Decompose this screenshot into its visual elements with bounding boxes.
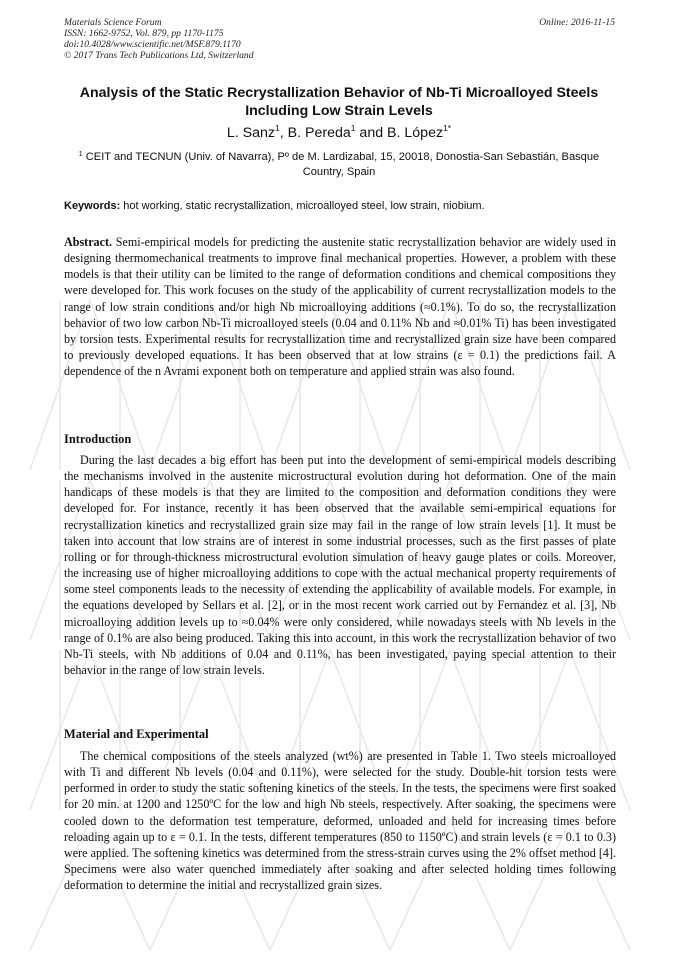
author-affiliation-mark: 1* bbox=[443, 123, 452, 133]
journal-name: Materials Science Forum bbox=[64, 17, 162, 28]
author-affiliation-mark: 1 bbox=[350, 123, 356, 133]
keywords-text: hot working, static recrystallization, microalloyed steel, low strain, niobium. bbox=[120, 200, 485, 212]
author-separator: , bbox=[279, 125, 288, 141]
abstract-text: Semi-empirical models for predicting the austenite static recrystallization behavior are widely used in designing thermomechanical treatments to improve final mechanical properties. However, a problem with these models is that their utility can be limited to the range of deformation conditions and chemical compositions they were developed for. This work focuses on the study of the applicability of current recrystallization models to the range of low strain conditions and/or high Nb microalloying additions (≈0.1%). To do so, the recrystallization behavior of two low carbon Nb-Ti microalloyed steels (0.04 and 0.11% Nb and ≈0.01% Ti) has been investigated by torsion tests. Experimental results for recrystallization time and recrystallized grain size have been compared to previously developed equations. It has been observed that at low strains (ε = 0.1) the predictions fail. A dependence of the n Avrami exponent both on temperature and applied strain was also found. bbox=[64, 235, 616, 379]
abstract-label: Abstract. bbox=[64, 235, 113, 249]
publication-info bbox=[64, 17, 254, 61]
section-heading-introduction: Introduction bbox=[64, 432, 132, 446]
affiliation-text: CEIT and TECNUN (Univ. of Navarra), Pº de M. Lardizabal, 15, 20018, Donostia-San Sebastián, Basque Country, Spain bbox=[85, 151, 600, 178]
keywords-label: Keywords: bbox=[64, 200, 121, 212]
abstract bbox=[64, 234, 616, 379]
doi-link[interactable]: doi:10.4028/www.scientific.net/MSF.879.1170 bbox=[64, 39, 241, 50]
affiliation-mark: 1 bbox=[78, 151, 83, 158]
affiliation bbox=[60, 150, 618, 180]
author-separator: and bbox=[355, 125, 388, 141]
issn-line: ISSN: 1662-9752, Vol. 879, pp 1170-1175 bbox=[64, 28, 224, 39]
material-experimental-paragraph: The chemical compositions of the steels analyzed (wt%) are presented in Table 1. Two steels microalloyed with Ti and different Nb levels (0.04 and 0.11%), were selected for the study. Double-hit torsion tests were performed in order to study the static softening kinetics of the steels. In the tests, the specimens were first soaked for 20 min. at 1200 and 1250ºC for the low and high Nb steels, respectively. After soaking, the specimens were cooled down to the deformation test temperature, deformed, unloaded and held for increasing times before reloading again up to ε = 0.1. In the tests, different temperatures (850 to 1150ºC) and strain levels (ε = 0.1 to 0.3) were applied. The softening kinetics was determined from the stress-strain curves using the 2% offset method [4]. Specimens were also water quenched immediately after soaking and after selected holding times following deformation to determine the initial and recrystallized grain sizes. bbox=[64, 749, 616, 893]
paper-title: Analysis of the Static Recrystallization Behavior of Nb-Ti Microalloyed Steels Including Low Strain Levels bbox=[79, 85, 599, 119]
author-list bbox=[50, 124, 628, 142]
section-heading-material-experimental: Material and Experimental bbox=[64, 727, 209, 741]
introduction-paragraph: During the last decades a big effort has been put into the development of semi-empirical models describing the mechanisms involved in the austenite microstructural evolution during hot deformation. One of the main handicaps of these models is that they are limited to the composition and deformation conditions they were developed for. For instance, recently it has been observed that the available semi-empirical equations for recrystallization kinetics and recrystallized grain size may fail in the range of low strain levels [1]. It must be taken into account that low strains are of interest in some industrial processes, such as the first passes of plate rolling or for through-thickness microstructural evolution simulation of heavy gauge plates or coils. Moreover, the increasing use of higher microalloying additions to cope with the actual mechanical property requirements of some steel components leads to the necessity of extending the applicability of available models. For example, in the equations developed by Sellars et al. [2], or in the most recent work carried out by Fernandez et al. [3], Nb microalloying addition levels up to ≈0.04% were only considered, while nowadays steels with Nb levels in the range of 0.1% are also being produced. Taking this into account, in this work the recrystallization behavior of two Nb-Ti steels, with Nb additions of 0.04 and 0.11%, has been investigated, paying special attention to their behavior in the range of low strain levels. bbox=[64, 453, 616, 678]
keywords bbox=[64, 199, 616, 213]
author-name: L. Sanz bbox=[226, 125, 276, 141]
author-affiliation-mark: 1 bbox=[275, 123, 280, 133]
author-name: B. Pereda bbox=[287, 125, 351, 141]
online-date: Online: 2016-11-15 bbox=[539, 17, 615, 28]
copyright-line: © 2017 Trans Tech Publications Ltd, Switzerland bbox=[64, 50, 254, 61]
author-name: B. López bbox=[387, 125, 444, 141]
